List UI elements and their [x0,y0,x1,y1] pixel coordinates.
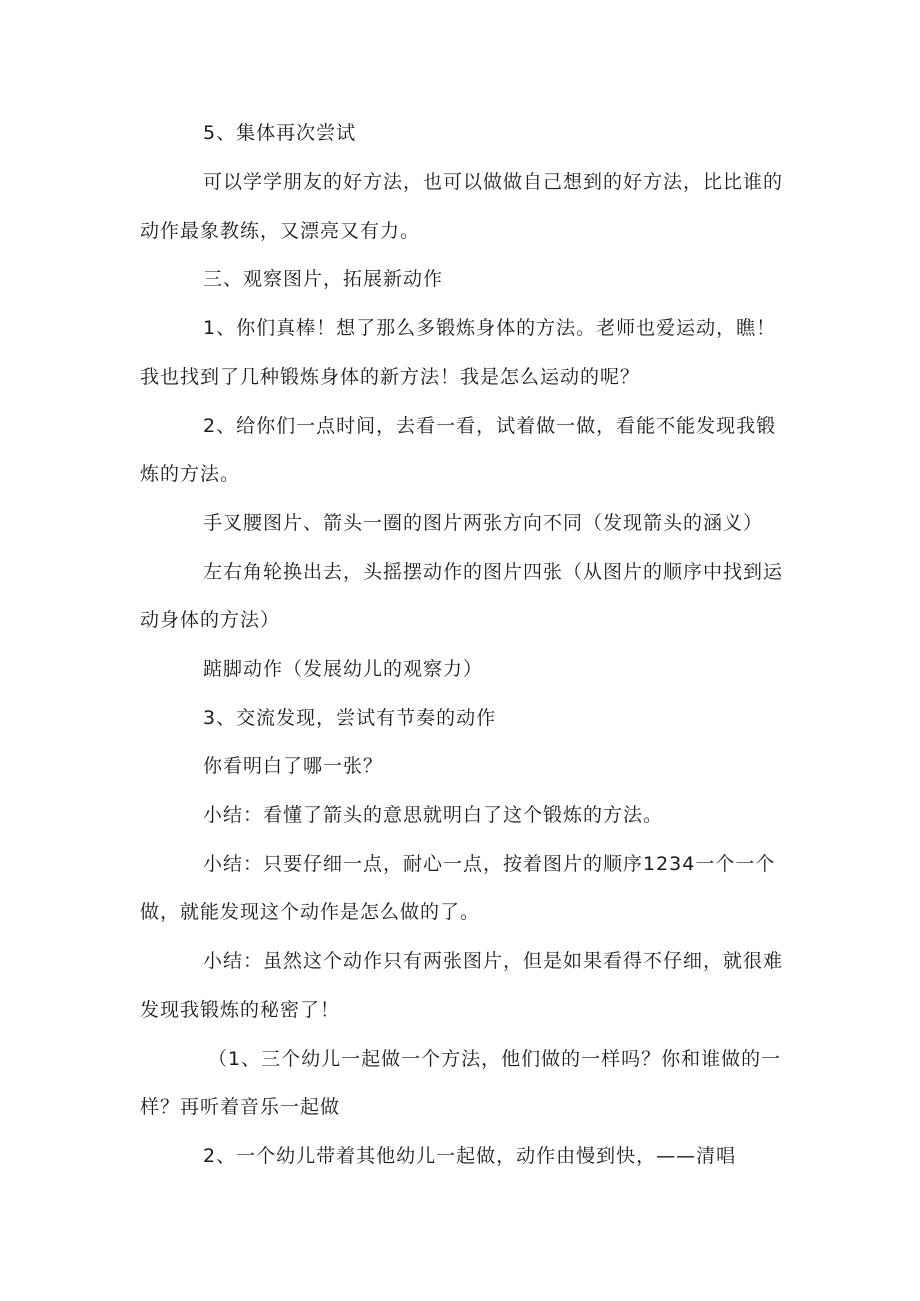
paragraph-line: 样？再听着音乐一起做 [140,1096,341,1118]
heading-step-5: 5、集体再次尝试 [203,122,357,144]
paragraph-line: 动作最象教练，又漂亮又有力。 [140,220,421,242]
paragraph-line: 2、一个幼儿带着其他幼儿一起做，动作由慢到快，——清唱 [203,1145,737,1167]
paragraph-line: 动身体的方法） [140,609,281,631]
paragraph-line: 我也找到了几种锻炼身体的新方法！我是怎么运动的呢？ [140,366,641,388]
paragraph-line: 发现我锻炼的秘密了！ [140,999,341,1021]
paragraph-line: 手叉腰图片、箭头一圈的图片两张方向不同（发现箭头的涵义） [203,512,764,534]
paragraph-line: 踮脚动作（发展幼儿的观察力） [203,658,484,680]
section-heading-3: 三、观察图片，拓展新动作 [203,268,444,290]
paragraph-line: 可以学学朋友的好方法，也可以做做自己想到的好方法，比比谁的 [203,171,784,193]
paragraph-line: 炼的方法。 [140,463,241,485]
paragraph-line: 做，就能发现这个动作是怎么做的了。 [140,901,481,923]
paragraph-line: 你看明白了哪一张？ [203,755,384,777]
paragraph-line: 左右角轮换出去，头摇摆动作的图片四张（从图片的顺序中找到运 [203,561,784,583]
paragraph-line: 2、给你们一点时间，去看一看，试着做一做，看能不能发现我锻 [203,415,777,437]
summary-line: 小结：看懂了箭头的意思就明白了这个锻炼的方法。 [203,804,664,826]
summary-line: 小结：只要仔细一点，耐心一点，按着图片的顺序1234一个一个 [203,853,776,875]
summary-line: 小结：虽然这个动作只有两张图片，但是如果看得不仔细，就很难 [203,950,784,972]
heading-step-3: 3、交流发现，尝试有节奏的动作 [203,707,497,729]
paragraph-line: （1、三个幼儿一起做一个方法，他们做的一样吗？你和谁做的一 [208,1048,782,1070]
paragraph-line: 1、你们真棒！想了那么多锻炼身体的方法。老师也爱运动，瞧！ [203,317,777,339]
